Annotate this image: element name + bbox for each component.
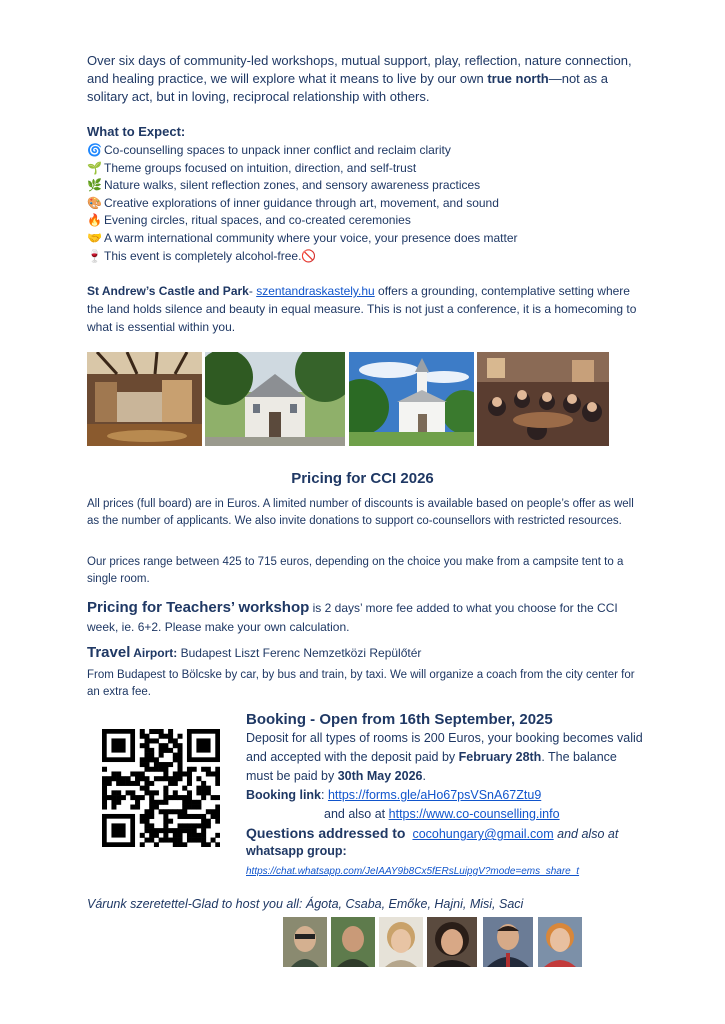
list-item: 🤝 A warm international community where your voice, your presence does matter	[87, 230, 647, 248]
whatsapp-link[interactable]: https://chat.whatsapp.com/JeIAAY9b8Cx5fERsLuipgV?mode=ems_share_t	[246, 866, 580, 877]
avatar	[483, 917, 533, 967]
list-item: 🍷 This event is completely alcohol-free.🚫	[87, 248, 647, 266]
list-item: 🌿 Nature walks, silent reflection zones, and sensory awareness practices	[87, 177, 647, 195]
list-item: 🌱 Theme groups focused on intuition, direction, and self-trust	[87, 160, 647, 178]
farewell-line: Várunk szeretettel-Glad to host you all: Ágota, Csaba, Emőke, Hajni, Misi, Saci	[87, 897, 524, 911]
avatar	[379, 917, 423, 967]
website-link[interactable]: https://www.co-counselling.info	[388, 807, 560, 821]
booking-heading: Booking - Open from 16th September, 2025	[246, 711, 553, 728]
herb-icon: 🌿	[87, 178, 102, 193]
whatsapp-label-line: whatsapp group:	[246, 844, 347, 858]
avatar	[283, 917, 327, 967]
whatsapp-line	[246, 861, 646, 881]
what-to-expect-heading: What to Expect:	[87, 124, 186, 139]
intro-text: Over six days of community-led workshops, mutual support, play, reflection, nature connection, and healing practice, we will explore what it means to live by our own	[87, 53, 632, 86]
airport-name: Budapest Liszt Ferenc Nemzetközi Repülőtér	[177, 646, 422, 660]
teachers-pricing-heading: Pricing for Teachers’ workshop	[87, 599, 310, 616]
avatar	[331, 917, 375, 967]
questions-line: Questions addressed to cocohungary@gmail.com and also at	[246, 825, 619, 841]
list-item: 🌀 Co-counselling spaces to unpack inner conflict and reclaim clarity	[87, 142, 647, 160]
pricing-paragraph-2: Our prices range between 425 to 715 euros, depending on the choice you make from a campsite tent to a single room.	[87, 556, 624, 585]
pricing-heading: Pricing for CCI 2026	[291, 470, 434, 487]
travel-line: Travel Airport: Budapest Liszt Ferenc Nemzetközi Repülőtér	[87, 644, 422, 661]
seedling-icon: 🌱	[87, 160, 102, 175]
list-item: 🔥 Evening circles, ritual spaces, and co-created ceremonies	[87, 212, 647, 230]
booking-form-link[interactable]: https://forms.gle/aHo67psVSnA67Ztu9	[327, 788, 542, 802]
avatar	[538, 917, 582, 967]
booking-deposit-text: Deposit for all types of rooms is 200 Euros, your booking becomes valid and accepted with the deposit paid by February 28th. The balance must be paid by 30th May 2026.	[246, 731, 643, 783]
cyclone-icon: 🌀	[87, 143, 102, 157]
chapel-photo	[349, 352, 474, 446]
expect-list	[87, 142, 647, 265]
true-north-bold: true north	[487, 71, 549, 86]
booking-section	[246, 710, 646, 881]
venue-paragraph: St Andrew’s Castle and Park- szentandraskastely.hu offers a grounding, contemplative setting where the land holds silence and beauty in equal measure. This is not just a conference, it is a homecoming to what is essential within you.	[87, 284, 637, 334]
list-item: 🎨 Creative explorations of inner guidance through art, movement, and sound	[87, 195, 647, 213]
travel-heading: Travel	[87, 644, 131, 661]
intro-text-end: —not as a solitary act, but in loving, reciprocal relationship with others.	[87, 71, 608, 104]
venue-link[interactable]: szentandraskastely.hu	[256, 284, 375, 298]
email-link[interactable]: cocohungary@gmail.com	[412, 827, 554, 841]
wine-glass-icon: 🍷	[87, 248, 102, 263]
teachers-pricing: Pricing for Teachers’ workshop is 2 days’ more fee added to what you choose for the CCI week, ie. 6+2. Please make your own calculation.	[87, 599, 618, 634]
workshop-photo	[477, 352, 609, 446]
intro-paragraph	[87, 52, 647, 106]
handshake-icon: 🤝	[87, 230, 102, 245]
qr-code[interactable]	[102, 729, 220, 847]
venue-name: St Andrew’s Castle and Park	[87, 284, 249, 298]
travel-paragraph: From Budapest to Bölcske by car, by bus and train, by taxi. We will organize a coach from the city center for an extra fee.	[87, 669, 635, 698]
pricing-paragraph-1: All prices (full board) are in Euros. A limited number of discounts is available based on people’s offer as well as the number of applicants. We also invite donations to support co-counsellors with restricted resources.	[87, 498, 634, 527]
booking-link-line: Booking link: https://forms.gle/aHo67psVSnA67Ztu9	[246, 788, 542, 802]
palette-icon: 🎨	[87, 195, 102, 210]
interior-photo	[87, 352, 202, 446]
website-line: and also at https://www.co-counselling.info	[324, 807, 560, 821]
fire-icon: 🔥	[87, 213, 102, 228]
avatar	[427, 917, 477, 967]
castle-photo	[205, 352, 345, 446]
